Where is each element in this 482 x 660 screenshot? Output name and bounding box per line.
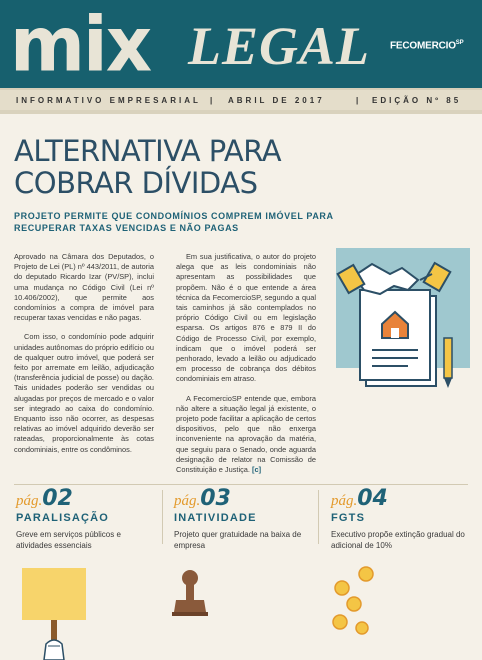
article-column-1	[14, 252, 154, 464]
divider	[162, 490, 163, 544]
divider	[14, 484, 468, 485]
paragraph-text: A FecomercioSP entende que, embora não altere a situação legal já existente, o projeto pode facilitar a aplicação de certos dispositivos, pelo que não enxerga inconveniente na aprovação da matéria, que seguiu para o Senado, onde aguarda designação de relator na Comissão de Constituição e Justiça.	[176, 393, 316, 475]
separator: |	[356, 96, 362, 105]
teaser-page-04[interactable]	[331, 486, 471, 551]
handshake-contract-icon	[328, 238, 478, 408]
article-column-2	[176, 252, 316, 484]
end-mark: [c]	[252, 465, 262, 475]
coins-icon	[330, 566, 380, 636]
teaser-description: Greve em serviços públicos e atividades essenciais	[16, 530, 121, 550]
protest-sign-icon	[18, 566, 118, 660]
brand-legal: LEGAL	[188, 16, 371, 76]
paragraph: Em sua justificativa, o autor do projeto alega que as leis condominiais não apresentam as possibilidades que propõem. Não é o que entende a área técnica da FecomercioSP, segundo a qual tais caminhos já são contemplados no próprio Código Civil ou em legislação esparsa. Os artigos 876 e 879 II do Código de Processo Civil, por exemplo, indicam que o imóvel poderá ser penhorado, levado a leilão ou adjudicado em processo de cobrança dos débitos condominiais em atraso.	[176, 252, 316, 384]
page-label: pág.	[331, 493, 358, 509]
rubber-stamp-icon	[170, 568, 210, 620]
publisher-sup: SP	[455, 40, 464, 46]
edition-number: EDIÇÃO Nº 85	[372, 96, 462, 105]
teaser-description: Projeto quer gratuidade na baixa de empresa	[174, 530, 302, 550]
teaser-page-02[interactable]	[16, 486, 156, 551]
article-headline: ALTERNATIVA PARA COBRAR DÍVIDAS	[14, 134, 282, 200]
publisher-logo	[390, 40, 463, 51]
teaser-description: Executivo propõe extinção gradual do adicional de 10%	[331, 530, 465, 550]
section-label: INFORMATIVO EMPRESARIAL	[16, 96, 201, 105]
page-label: pág.	[16, 493, 43, 509]
paragraph: Aprovado na Câmara dos Deputados, o Projeto de Lei (PL) nº 443/2011, de autoria do deputado Ricardo Izar (PV/SP), inclui uma mudança no Código Civil (Lei nº 10.406/2002), que permite aos condomínios a compra de imóvel para recuperar taxas vencidas e não pagas.	[14, 252, 154, 323]
teaser-page-03[interactable]	[174, 486, 314, 551]
page-number: 03	[200, 486, 231, 511]
separator: |	[210, 96, 216, 105]
article-subhead: PROJETO PERMITE QUE CONDOMÍNIOS COMPREM IMÓVEL PARA RECUPERAR TAXAS VENCIDAS E NÃO PAGAS	[14, 211, 334, 233]
page-number: 04	[357, 486, 388, 511]
brand-mix: mix	[10, 0, 151, 88]
masthead	[0, 0, 482, 88]
page-number: 02	[42, 486, 73, 511]
paragraph	[176, 394, 316, 476]
divider	[318, 490, 319, 544]
publisher-name: FECOMERCIO	[390, 40, 456, 52]
teaser-title: FGTS	[331, 512, 366, 524]
page-label: pág.	[174, 493, 201, 509]
divider	[0, 110, 482, 114]
teaser-title: INATIVIDADE	[174, 512, 257, 524]
info-bar	[0, 88, 482, 110]
issue-date: ABRIL DE 2017	[228, 96, 325, 105]
teaser-title: PARALISAÇÃO	[16, 512, 110, 524]
paragraph: Com isso, o condomínio pode adquirir unidades autônomas do próprio edifício ou de qualquer outro imóvel, que poderá ser feito por arremate em leilão, adjudicação (transferência judicial de posse) ou dação. Tais unidades poderão ser vendidas ou alugadas por preços de mercado e o valor ser integrado ao caixa do condomínio. Enquanto isso não ocorrer, as despesas relativas ao imóvel adquirido deverão ser rateadas, proporcionalmente às cotas condominiais, entre os condôminos.	[14, 332, 154, 454]
